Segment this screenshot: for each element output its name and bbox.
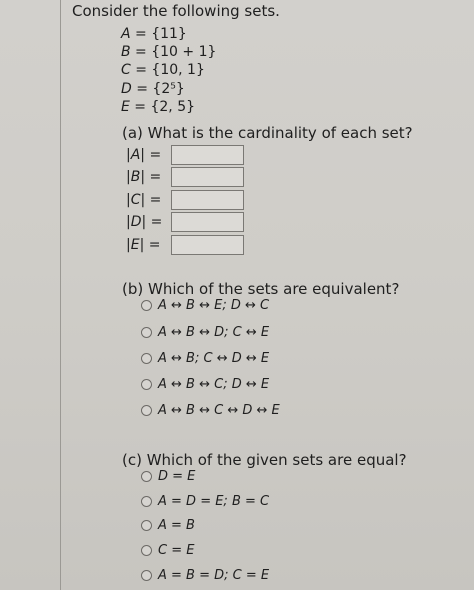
option-label: A = B = D; C = E	[158, 568, 270, 583]
set-definition-c	[121, 62, 205, 78]
option-label: D = E	[158, 469, 196, 484]
option-label: A ↔ B ↔ C ↔ D ↔ E	[158, 403, 280, 418]
set-value: = {10, 1}	[130, 62, 205, 78]
equals: | =	[140, 169, 162, 185]
set-var: C	[130, 192, 141, 208]
question-title: Consider the following sets.	[72, 2, 280, 20]
cardinality-input-c[interactable]	[171, 190, 244, 210]
radio-button[interactable]	[141, 570, 152, 581]
equals: | =	[141, 214, 163, 230]
cardinality-label-a	[126, 147, 161, 163]
part-c-option-2[interactable]	[141, 494, 269, 509]
left-edge-line	[60, 0, 61, 590]
set-value: = {10 + 1}	[130, 44, 217, 60]
radio-button[interactable]	[141, 545, 152, 556]
set-definition-b	[121, 44, 216, 60]
part-b-option-4[interactable]	[141, 377, 269, 392]
option-label: C = E	[158, 543, 195, 558]
radio-button[interactable]	[141, 471, 152, 482]
equals: | =	[139, 237, 161, 253]
part-c-option-4[interactable]	[141, 543, 194, 558]
set-definition-e	[121, 99, 195, 115]
cardinality-input-b[interactable]	[171, 167, 244, 187]
radio-button[interactable]	[141, 379, 152, 390]
cardinality-label-b	[126, 169, 161, 185]
part-b-option-2[interactable]	[141, 325, 269, 340]
cardinality-input-a[interactable]	[171, 145, 244, 165]
radio-button[interactable]	[141, 405, 152, 416]
radio-button[interactable]	[141, 327, 152, 338]
part-c-option-5[interactable]	[141, 568, 269, 583]
bar: |	[126, 169, 131, 185]
option-label: A = B	[158, 518, 195, 533]
cardinality-input-e[interactable]	[171, 235, 244, 255]
option-label: A = D = E; B = C	[158, 494, 270, 509]
cardinality-input-d[interactable]	[171, 212, 244, 232]
bar: |	[126, 237, 131, 253]
set-name: C	[121, 62, 131, 78]
cardinality-label-d	[126, 214, 162, 230]
set-definition-a	[121, 26, 187, 42]
cardinality-label-c	[126, 192, 161, 208]
set-var: A	[130, 147, 141, 163]
option-label: A ↔ B ↔ C; D ↔ E	[158, 377, 270, 392]
cardinality-label-e	[126, 237, 160, 253]
option-label: A ↔ B ↔ D; C ↔ E	[158, 325, 270, 340]
set-var: E	[130, 237, 140, 253]
set-definition-d	[121, 81, 185, 97]
set-var: B	[130, 169, 141, 185]
set-value: = {11}	[130, 26, 187, 42]
part-c-option-3[interactable]	[141, 518, 195, 533]
set-name: A	[121, 26, 131, 42]
equals: | =	[140, 192, 162, 208]
part-b-title: (b) Which of the sets are equivalent?	[122, 280, 400, 298]
bar: |	[126, 147, 131, 163]
bar: |	[126, 192, 131, 208]
part-a-title: (a) What is the cardinality of each set?	[122, 124, 413, 142]
part-b-option-1[interactable]	[141, 298, 269, 313]
set-value: = {2⁵}	[131, 81, 185, 97]
set-var: D	[130, 214, 142, 230]
set-name: E	[121, 99, 130, 115]
equals: | =	[140, 147, 162, 163]
option-label: A ↔ B; C ↔ D ↔ E	[158, 351, 270, 366]
part-c-title: (c) Which of the given sets are equal?	[122, 451, 407, 469]
option-label: A ↔ B ↔ E; D ↔ C	[158, 298, 270, 313]
radio-button[interactable]	[141, 353, 152, 364]
set-name: D	[121, 81, 132, 97]
bar: |	[126, 214, 131, 230]
radio-button[interactable]	[141, 300, 152, 311]
part-c-option-1[interactable]	[141, 469, 195, 484]
set-value: = {2, 5}	[129, 99, 196, 115]
radio-button[interactable]	[141, 496, 152, 507]
radio-button[interactable]	[141, 520, 152, 531]
part-b-option-3[interactable]	[141, 351, 269, 366]
part-b-option-5[interactable]	[141, 403, 280, 418]
set-name: B	[121, 44, 131, 60]
